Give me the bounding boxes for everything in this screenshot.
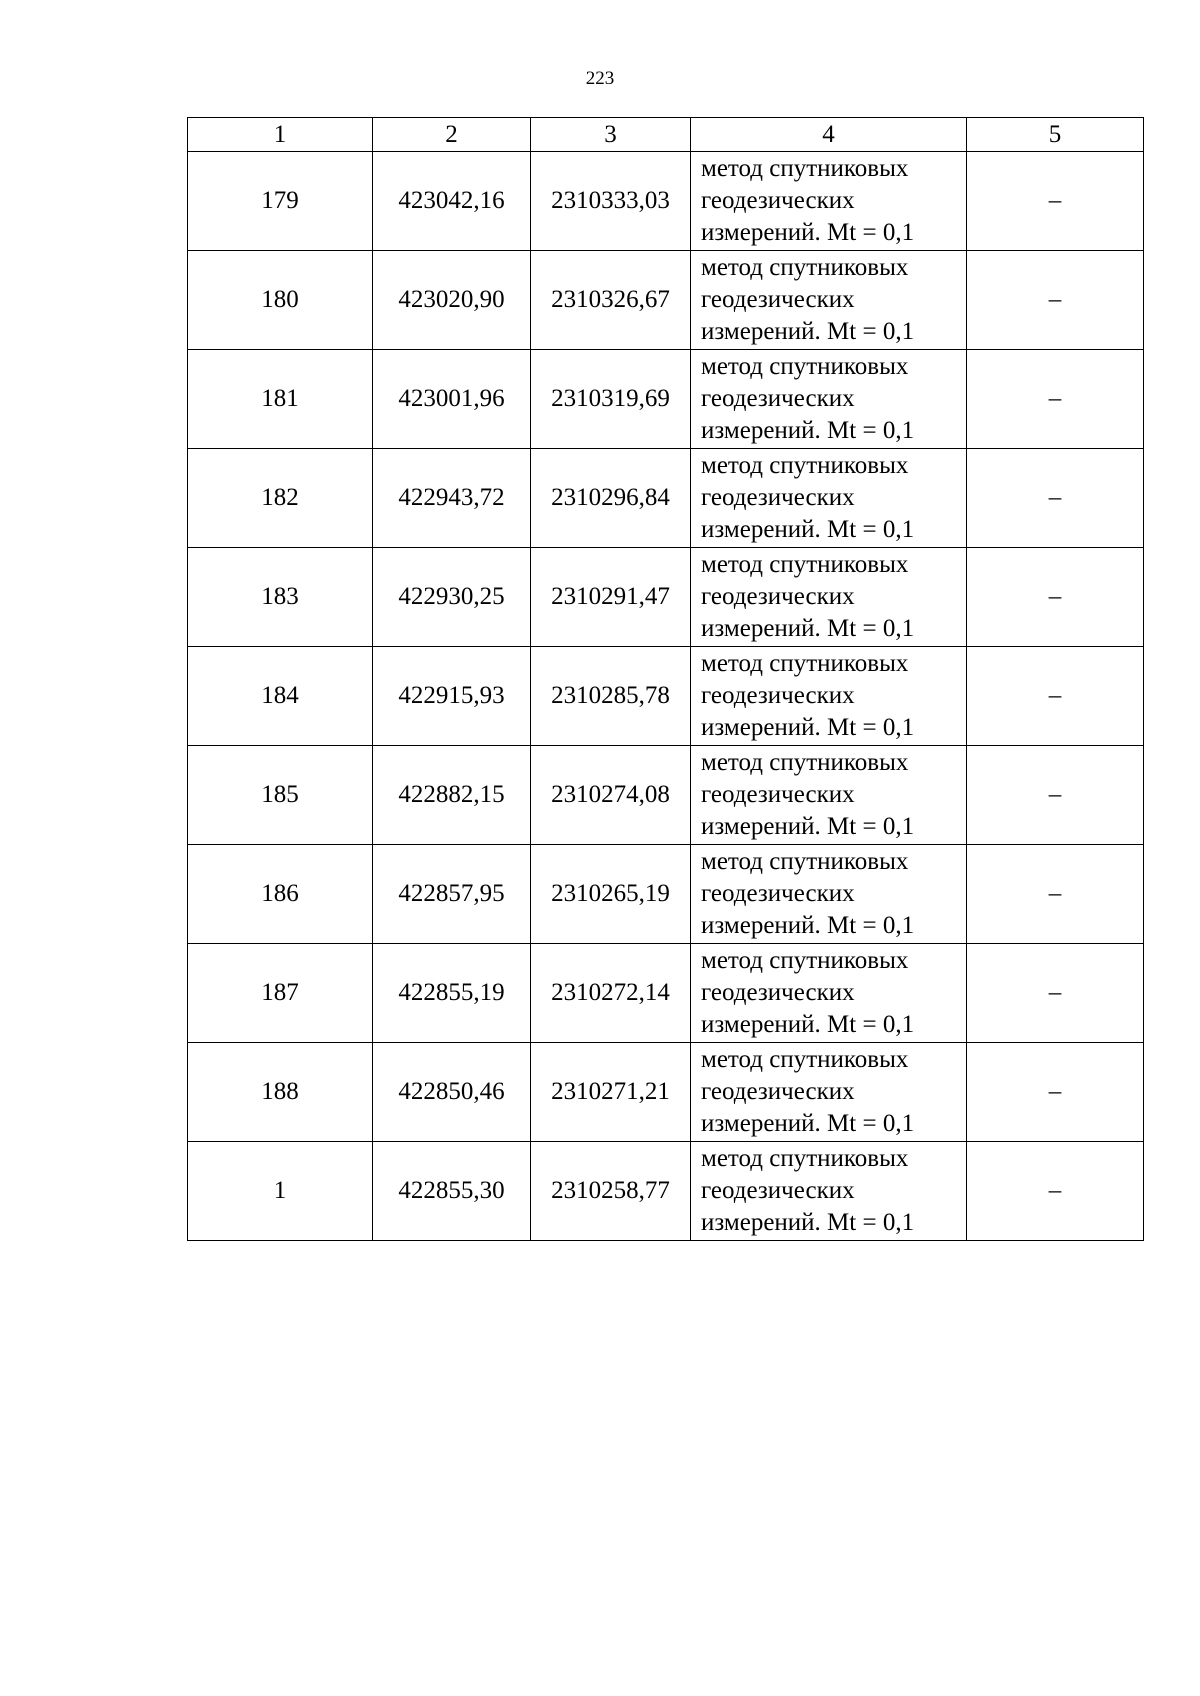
table-row [188,845,1144,944]
point-number-cell: 183 [188,548,373,647]
y-coordinate-cell: 2310291,47 [531,548,691,647]
y-coordinate-cell: 2310333,03 [531,152,691,251]
header-cell-4: 4 [691,118,967,152]
point-number-cell: 185 [188,746,373,845]
note-cell: – [967,449,1144,548]
table-row [188,944,1144,1043]
point-number-cell: 186 [188,845,373,944]
method-line-2: геодезических [701,583,855,610]
method-line-1: метод спутниковых [701,155,909,182]
point-number-cell: 188 [188,1043,373,1142]
method-line-2: геодезических [701,385,855,412]
x-coordinate-cell: 422857,95 [373,845,531,944]
note-cell: – [967,548,1144,647]
header-cell-3: 3 [531,118,691,152]
method-cell [691,647,967,746]
method-line-3: измерений. Mt = 0,1 [701,714,915,741]
method-cell [691,1142,967,1241]
method-line-1: метод спутниковых [701,1046,909,1073]
note-cell: – [967,647,1144,746]
method-cell [691,746,967,845]
y-coordinate-cell: 2310271,21 [531,1043,691,1142]
y-coordinate-cell: 2310319,69 [531,350,691,449]
point-number-cell: 1 [188,1142,373,1241]
method-line-2: геодезических [701,187,855,214]
table-row [188,350,1144,449]
table-row [188,1043,1144,1142]
method-line-1: метод спутниковых [701,749,909,776]
point-number-cell: 187 [188,944,373,1043]
x-coordinate-cell: 423001,96 [373,350,531,449]
y-coordinate-cell: 2310272,14 [531,944,691,1043]
method-line-3: измерений. Mt = 0,1 [701,1011,915,1038]
method-line-1: метод спутниковых [701,650,909,677]
method-line-2: геодезических [701,1078,855,1105]
table-row [188,647,1144,746]
table-row [188,1142,1144,1241]
x-coordinate-cell: 422882,15 [373,746,531,845]
x-coordinate-cell: 422930,25 [373,548,531,647]
method-line-3: измерений. Mt = 0,1 [701,318,915,345]
method-line-2: геодезических [701,781,855,808]
method-line-3: измерений. Mt = 0,1 [701,1209,915,1236]
x-coordinate-cell: 422855,19 [373,944,531,1043]
method-line-1: метод спутниковых [701,1145,909,1172]
note-cell: – [967,251,1144,350]
point-number-cell: 181 [188,350,373,449]
method-cell [691,944,967,1043]
x-coordinate-cell: 422850,46 [373,1043,531,1142]
method-cell [691,152,967,251]
method-cell [691,251,967,350]
method-line-3: измерений. Mt = 0,1 [701,615,915,642]
method-line-1: метод спутниковых [701,353,909,380]
note-cell: – [967,944,1144,1043]
note-cell: – [967,152,1144,251]
y-coordinate-cell: 2310326,67 [531,251,691,350]
y-coordinate-cell: 2310258,77 [531,1142,691,1241]
point-number-cell: 182 [188,449,373,548]
method-line-1: метод спутниковых [701,254,909,281]
point-number-cell: 184 [188,647,373,746]
table-row [188,251,1144,350]
note-cell: – [967,845,1144,944]
method-line-3: измерений. Mt = 0,1 [701,417,915,444]
x-coordinate-cell: 423042,16 [373,152,531,251]
note-cell: – [967,746,1144,845]
method-line-1: метод спутниковых [701,947,909,974]
x-coordinate-cell: 422855,30 [373,1142,531,1241]
method-line-1: метод спутниковых [701,551,909,578]
coordinates-table [187,117,1144,1241]
y-coordinate-cell: 2310265,19 [531,845,691,944]
method-line-1: метод спутниковых [701,848,909,875]
method-cell [691,1043,967,1142]
page-number: 223 [585,68,615,89]
method-line-3: измерений. Mt = 0,1 [701,912,915,939]
table-row [188,152,1144,251]
y-coordinate-cell: 2310274,08 [531,746,691,845]
table-body [188,152,1144,1241]
header-cell-1: 1 [188,118,373,152]
method-line-2: геодезических [701,484,855,511]
table-row [188,746,1144,845]
table-row [188,548,1144,647]
method-line-2: геодезических [701,682,855,709]
table-header [188,118,1144,152]
method-cell [691,548,967,647]
note-cell: – [967,1043,1144,1142]
method-line-2: геодезических [701,1177,855,1204]
method-line-3: измерений. Mt = 0,1 [701,1110,915,1137]
method-cell [691,845,967,944]
method-line-3: измерений. Mt = 0,1 [701,516,915,543]
method-cell [691,350,967,449]
method-line-3: измерений. Mt = 0,1 [701,219,915,246]
note-cell: – [967,1142,1144,1241]
x-coordinate-cell: 423020,90 [373,251,531,350]
y-coordinate-cell: 2310285,78 [531,647,691,746]
point-number-cell: 180 [188,251,373,350]
y-coordinate-cell: 2310296,84 [531,449,691,548]
method-line-2: геодезических [701,979,855,1006]
table-row [188,449,1144,548]
method-line-1: метод спутниковых [701,452,909,479]
header-cell-2: 2 [373,118,531,152]
point-number-cell: 179 [188,152,373,251]
header-cell-5: 5 [967,118,1144,152]
method-line-3: измерений. Mt = 0,1 [701,813,915,840]
x-coordinate-cell: 422915,93 [373,647,531,746]
x-coordinate-cell: 422943,72 [373,449,531,548]
method-line-2: геодезических [701,880,855,907]
method-line-2: геодезических [701,286,855,313]
method-cell [691,449,967,548]
header-row [188,118,1144,152]
note-cell: – [967,350,1144,449]
